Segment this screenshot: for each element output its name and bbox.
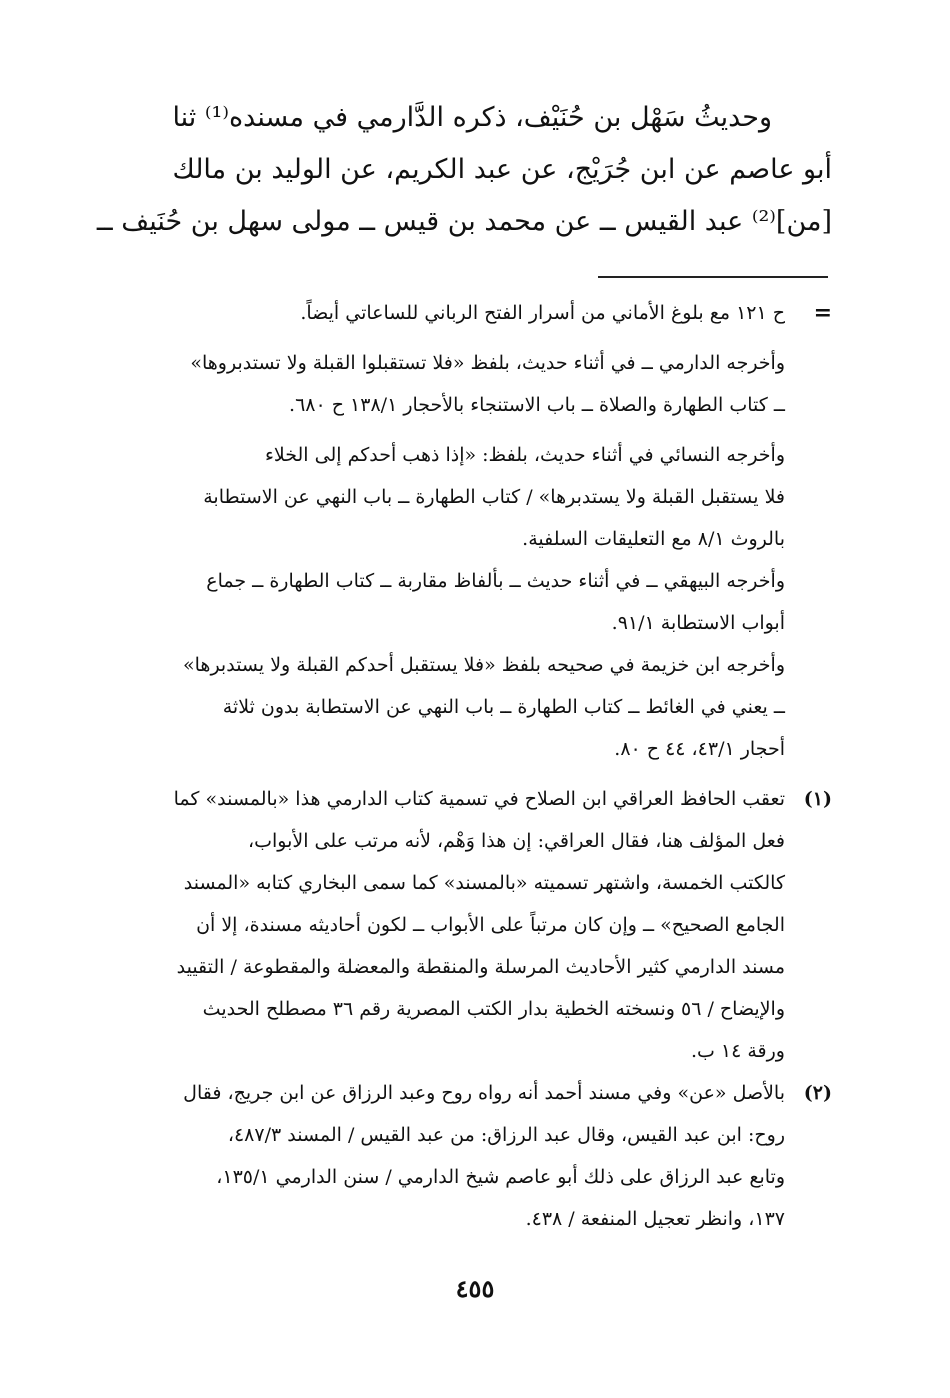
footnote-marker: (١) (803, 788, 832, 810)
footnotes-section (114, 292, 832, 1240)
footnote-1 (114, 778, 832, 1072)
continuation-mark: = (813, 300, 832, 326)
footnote-line: فعل المؤلف هنا، فقال العراقي: إن هذا وَهْم، لأنه مرتب على الأبواب، (247, 830, 785, 852)
footnote-line: تعقب الحافظ العراقي ابن الصلاح في تسمية كتاب الدارمي هذا «بالمسند» كما (173, 788, 785, 810)
main-text-line: أبو عاصم عن ابن جُرَيْج، عن عبد الكريم، عن الوليد بن مالك (172, 154, 832, 185)
footnote-line: فلا يستقبل القبلة ولا يستدبرها» / كتاب الطهارة ــ باب النهي عن الاستطابة (203, 486, 785, 508)
footnote-line: وأخرجه الدارمي ــ في أثناء حديث، بلفظ «فلا تستقبلوا القبلة ولا تستدبروها» (190, 352, 785, 374)
main-text (96, 92, 832, 248)
footnote-line: ورقة ١٤ ب. (690, 1040, 785, 1062)
footnote-line: ــ يعني في الغائط ــ كتاب الطهارة ــ باب النهي عن الاستطابة بدون ثلاثة (222, 696, 785, 718)
footnote-line: ح ١٢١ مع بلوغ الأماني من أسرار الفتح الرباني للساعاتي أيضاً. (300, 302, 785, 324)
footnote-line: ــ كتاب الطهارة والصلاة ــ باب الاستنجاء بالأحجار ١٣٨/١ ح ٦٨٠. (289, 394, 785, 416)
main-text-line: وحديثُ سَهْل بن حُنَيْف، ذكره الدَّارمي في مسنده⁽¹⁾ ثنا (172, 102, 772, 133)
footnote-line: ١٣٧، وانظر تعجيل المنفعة / ٤٣٨. (525, 1208, 785, 1230)
main-text-line: [من]⁽²⁾ عبد القيس ــ عن محمد بن قيس ــ مولى سهل بن حُنَيف ــ (96, 206, 832, 237)
footnote-line: أبواب الاستطابة ٩١/١. (611, 612, 785, 634)
footnote-line: أحجار ٤٣/١، ٤٤ ح ٨٠. (614, 738, 785, 760)
footnote-2 (114, 1072, 832, 1240)
footnote-line: كالكتب الخمسة، واشتهر تسميته «بالمسند» كما سمى البخاري كتابه «المسند (183, 872, 785, 894)
footnote-line: وأخرجه النسائي في أثناء حديث، بلفظ: «إذا ذهب أحدكم إلى الخلاء (264, 444, 785, 466)
footnote-line: وأخرجه البيهقي ــ في أثناء حديث ــ بألفاظ مقاربة ــ كتاب الطهارة ــ جماع (206, 570, 785, 592)
footnote-line: وأخرجه ابن خزيمة في صحيحه بلفظ «فلا يستقبل أحدكم القبلة ولا يستدبرها» (183, 654, 785, 676)
footnote-continuation-block (114, 292, 832, 334)
footnote-line: روح: ابن عبد القيس، وقال عبد الرزاق: من عبد القيس / المسند ٤٨٧/٣، (227, 1124, 785, 1146)
footnote-continuation-block (114, 560, 832, 644)
page-number: ٤٥٥ (455, 1274, 495, 1303)
footnote-line: الجامع الصحيح» ــ وإن كان مرتباً على الأبواب ــ لكون أحاديثه مسندة، إلا أن (196, 914, 785, 936)
footnote-line: مسند الدارمي كثير الأحاديث المرسلة والمنقطة والمعضلة والمقطوعة / التقييد (176, 956, 785, 978)
footnote-line: والإيضاح / ٥٦ ونسخته الخطية بدار الكتب المصرية رقم ٣٦ مصطلح الحديث (202, 998, 785, 1020)
footnote-marker: (٢) (803, 1082, 832, 1104)
footnote-separator (598, 276, 828, 278)
footnote-continuation-block (114, 342, 832, 426)
footnote-continuation-block (114, 434, 832, 560)
footnote-continuation-block (114, 644, 832, 770)
footnote-line: بالأصل «عن» وفي مسند أحمد أنه رواه روح وعبد الرزاق عن ابن جريج، فقال (183, 1082, 785, 1104)
footnote-line: بالروث ٨/١ مع التعليقات السلفية. (522, 528, 785, 550)
footnote-line: وتابع عبد الرزاق على ذلك أبو عاصم شيخ الدارمي / سنن الدارمي ١٣٥/١، (216, 1166, 785, 1188)
